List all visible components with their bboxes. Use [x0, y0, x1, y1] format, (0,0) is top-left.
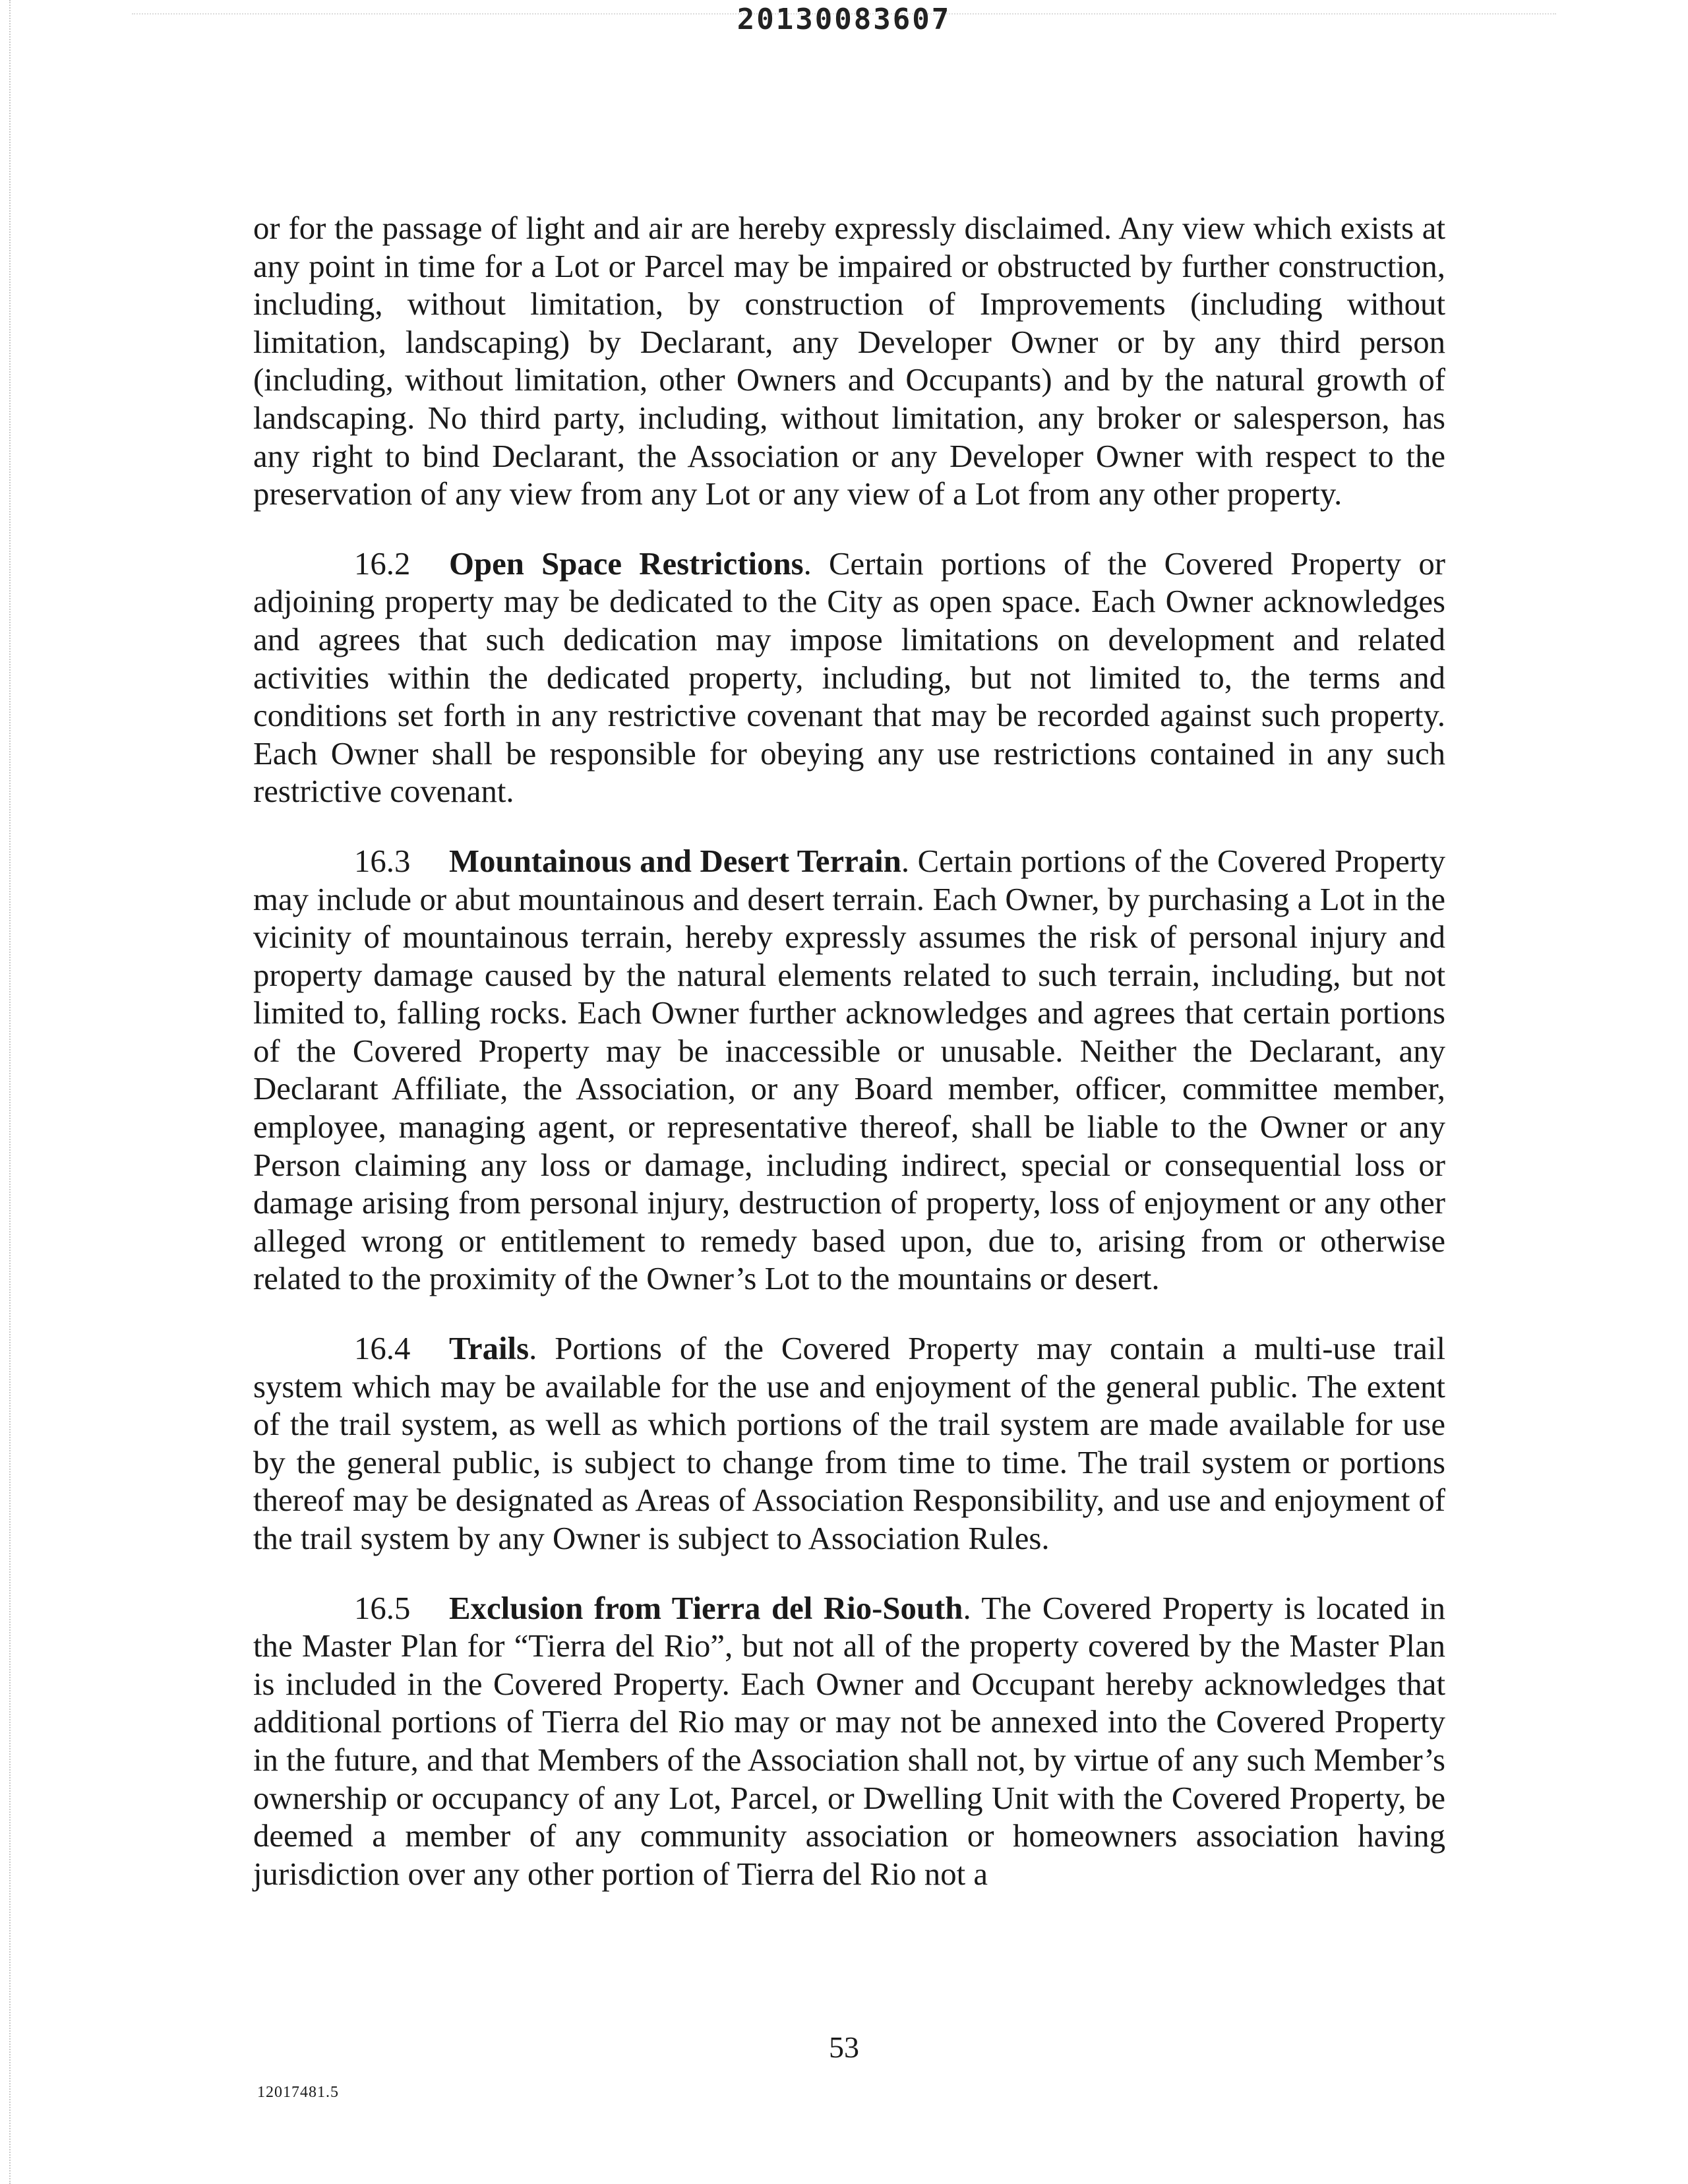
paragraph-text: . The Covered Property is located in the Master Plan for “Tierra del Rio”, but not all of the property covered by the Master Plan is included in the Covered Property. Each Owner and Occupant hereby acknowledges that additional portions of Tierra del Rio may or may not be annexed into the Covered Property in the future, and that Members of the Association shall not, by virtue of any such Member’s ownership or occupancy of any Lot, Parcel, or Dwelling Unit with the Covered Property, be deemed a member of any community association or homeowners association having jurisdiction over any other portion of Tierra del Rio not a [253, 1590, 1445, 1892]
paragraph-text: . Portions of the Covered Property may contain a multi-use trail system which may be available for the use and enjoyment of the general public. The extent of the trail system, as well as which portions of the trail system are made available for use by the general public, is subject to change from time to time. The trail system or portions thereof may be designated as Areas of Association Responsibility, and use and enjoyment of the trail system by any Owner is subject to Association Rules. [253, 1331, 1445, 1556]
section-number: 16.2 [354, 545, 411, 582]
section-heading: Mountainous and Desert Terrain [449, 843, 901, 879]
scan-edge-left [0, 0, 11, 2184]
paragraph-text: . Certain portions of the Covered Property may include or abut mountainous and desert terrain. Each Owner, by purchasing a Lot in the vicinity of mountainous terrain, hereby expressly assumes the risk of personal injury and property damage caused by the natural elements related to such terrain, including, but not limited to, falling rocks. Each Owner further acknowledges and agrees that certain portions of the Covered Property may be inaccessible or unusable. Neither the Declarant, any Declarant Affiliate, the Association, or any Board member, officer, committee member, employee, managing agent, or representative thereof, shall be liable to the Owner or any Person claiming any loss or damage, including indirect, special or consequential loss or damage arising from personal injury, destruction of property, loss of enjoyment or any other alleged wrong or entitlement to remedy based upon, due to, arising from or otherwise related to the proximity of the Owner’s Lot to the mountains or desert. [253, 843, 1445, 1297]
section-heading: Exclusion from Tierra del Rio-South [449, 1590, 963, 1626]
footer-document-code: 12017481.5 [257, 2084, 339, 2101]
section-heading: Open Space Restrictions [449, 545, 804, 582]
paragraph-text: . Certain portions of the Covered Property or adjoining property may be dedicated to the City as open space. Each Owner acknowledges and agrees that such dedication may impose limitations on development and related activities within the dedicated property, including, but not limited to, the terms and conditions set forth in any restrictive covenant that may be recorded against such property. Each Owner shall be responsible for obeying any use restrictions contained in any such restrictive covenant. [253, 545, 1446, 810]
section-number: 16.4 [354, 1331, 411, 1367]
page-body [253, 210, 1445, 1925]
paragraph-text: or for the passage of light and air are hereby expressly disclaimed. Any view which exists at any point in time for a Lot or Parcel may be impaired or obstructed by further construction, including, without limitation, by construction of Improvements (including without limitation, landscaping) by Declarant, any Developer Owner or by any third person (including, without limitation, other Owners and Occupants) and by the natural growth of landscaping. No third party, including, without limitation, any broker or salesperson, has any right to bind Declarant, the Association or any Developer Owner with respect to the preservation of any view from any Lot or any view of a Lot from any other property. [253, 210, 1445, 512]
section-16-2 [253, 545, 1445, 811]
section-16-5 [253, 1590, 1445, 1894]
section-heading: Trails [449, 1331, 529, 1367]
section-number: 16.5 [354, 1590, 411, 1626]
section-number: 16.3 [354, 843, 411, 879]
paragraph-continuation [253, 210, 1445, 514]
section-16-4 [253, 1330, 1445, 1558]
page-number: 53 [829, 2030, 859, 2064]
document-number: 20130083607 [737, 3, 951, 36]
section-16-3 [253, 843, 1445, 1298]
